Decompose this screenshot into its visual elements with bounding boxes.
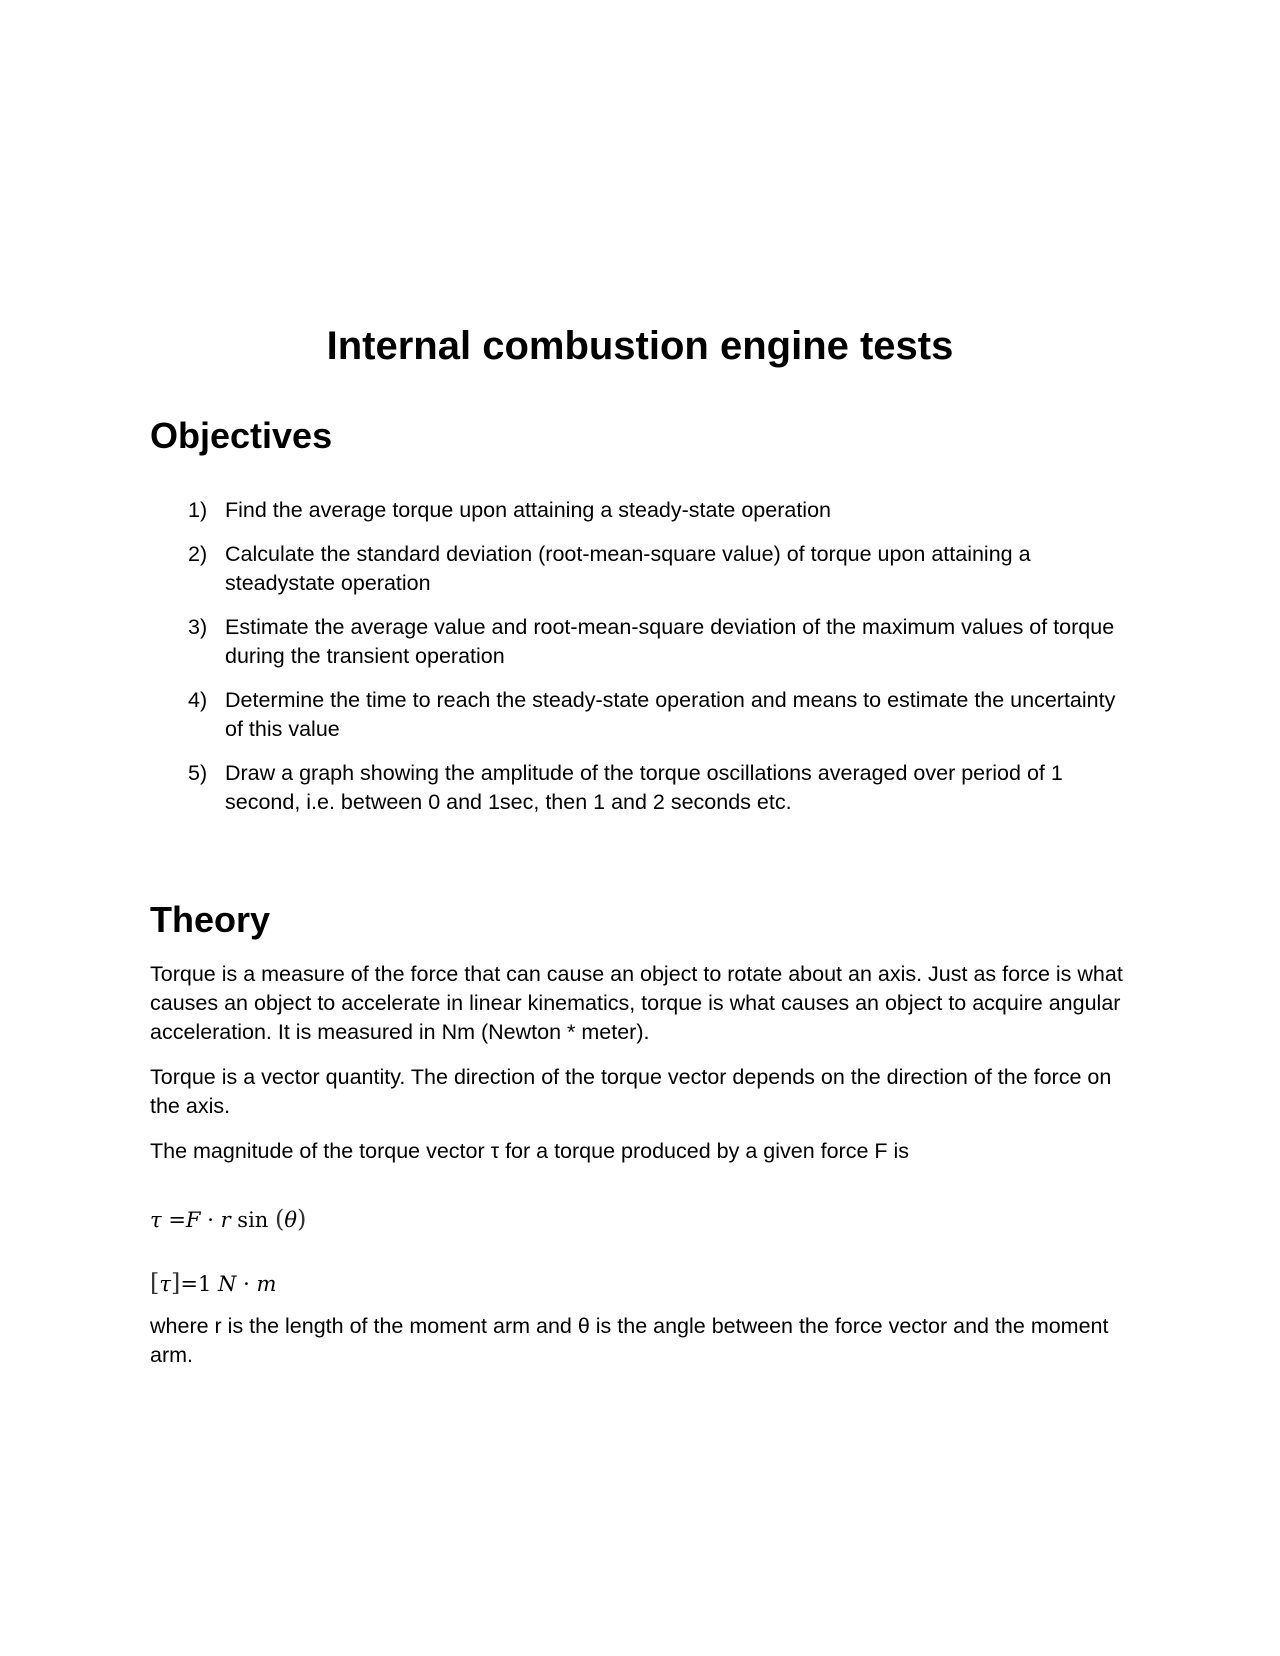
objective-text: Draw a graph showing the amplitude of the torque oscillations averaged over period of 1 second, i.e. between 0 and 1sec, then 1 and 2 seconds etc. — [225, 761, 1063, 814]
objective-number: 5) — [188, 761, 208, 785]
objective-number: 4) — [188, 688, 208, 712]
objective-number: 1) — [188, 498, 208, 522]
formula-lparen: ( — [275, 1205, 285, 1233]
formula-dot: · — [207, 1208, 214, 1232]
theory-body — [150, 960, 1130, 1182]
objective-text: Determine the time to reach the steady-state operation and means to estimate the uncertainty of this value — [225, 688, 1116, 741]
objective-number: 3) — [188, 615, 208, 639]
formula-lbracket: [ — [150, 1269, 160, 1297]
theory-paragraph: Torque is a measure of the force that can cause an object to rotate about an axis. Just as force is what causes an object to accelerate in linear kinematics, torque is what causes an object to acquire angular acceleration. It is measured in Nm (Newton * meter). — [150, 962, 1123, 1044]
formula-tau: τ — [150, 1208, 162, 1232]
objective-item-5 — [150, 759, 1130, 817]
torque-formula — [150, 1204, 306, 1235]
theory-closing — [150, 1312, 1130, 1386]
objective-item-2 — [150, 540, 1130, 598]
formula-equals: = — [168, 1208, 186, 1232]
formula-theta: θ — [284, 1208, 298, 1232]
theory-paragraph: Torque is a vector quantity. The direction of the torque vector depends on the direction of the force on the axis. — [150, 1065, 1112, 1118]
formula-dot: · — [243, 1272, 250, 1296]
formula-newton: N — [218, 1272, 237, 1296]
formula-rbracket: ] — [171, 1269, 181, 1297]
objective-text: Find the average torque upon attaining a steady-state operation — [225, 498, 831, 522]
formula-equals-one: =1 — [180, 1272, 212, 1296]
objective-item-3 — [150, 613, 1130, 671]
objective-text: Calculate the standard deviation (root-mean-square value) of torque upon attaining a steadystate operation — [225, 542, 1031, 595]
theory-heading: Theory — [150, 899, 271, 940]
document-title: Internal combustion engine tests — [326, 324, 954, 368]
objective-item-1 — [150, 496, 1130, 525]
objective-item-4 — [150, 686, 1130, 744]
objective-text: Estimate the average value and root-mean-square deviation of the maximum values of torque during the transient operation — [225, 615, 1115, 668]
formula-r: r — [220, 1208, 231, 1232]
theory-paragraph: where r is the length of the moment arm and θ is the angle between the force vector and the moment arm. — [150, 1314, 1109, 1367]
theory-paragraph: The magnitude of the torque vector τ for a torque produced by a given force F is — [150, 1139, 910, 1163]
formula-force: F — [185, 1208, 201, 1232]
objectives-list — [150, 496, 1130, 832]
formula-rparen: ) — [297, 1205, 307, 1233]
formula-tau: τ — [159, 1272, 171, 1296]
formula-meter: m — [256, 1272, 277, 1296]
objectives-heading: Objectives — [150, 415, 333, 456]
torque-unit-formula — [150, 1268, 276, 1299]
objective-number: 2) — [188, 542, 208, 566]
formula-sin: sin — [237, 1208, 269, 1232]
